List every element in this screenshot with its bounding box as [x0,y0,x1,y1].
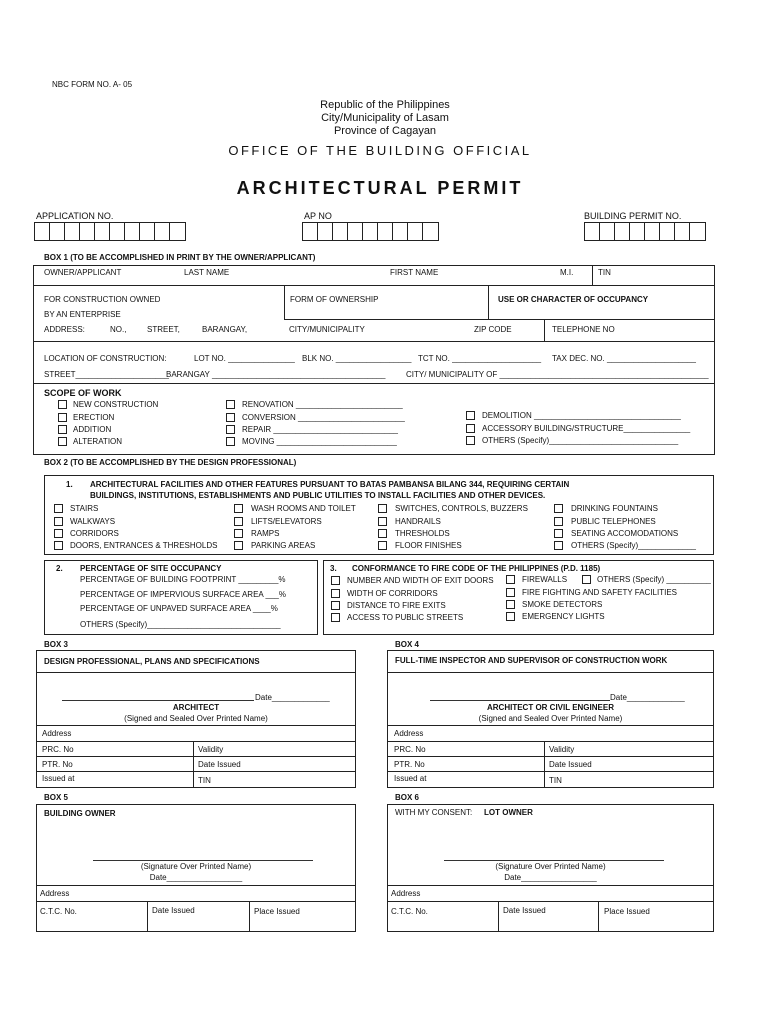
box4-tin[interactable]: TIN [549,776,562,785]
box6-ctc[interactable]: C.T.C. No. [391,907,428,916]
section2-number: 2. [56,564,63,573]
box4-issued-at[interactable]: Issued at [394,774,427,783]
facility-switches: SWITCHES, CONTROLS, BUZZERS [395,504,528,513]
addition-checkbox[interactable] [58,425,67,434]
facility-others: OTHERS (Specify)_____________ [571,541,696,550]
smoke-detectors-checkbox[interactable] [506,600,515,609]
width-corridors-checkbox[interactable] [331,589,340,598]
last-name-label: LAST NAME [184,268,230,277]
facility-public-telephones: PUBLIC TELEPHONES [571,517,656,526]
box5-place-issued[interactable]: Place Issued [254,907,300,916]
facility-stairs: STAIRS [70,504,99,513]
construction-owned-label: FOR CONSTRUCTION OWNED [44,295,161,304]
box3-label: BOX 3 [44,640,69,649]
box5-ctc[interactable]: C.T.C. No. [40,907,77,916]
scope-demolition: DEMOLITION _________________________________ [482,411,681,420]
architect-signature-line[interactable] [62,700,254,701]
application-no-label: APPLICATION NO. [36,211,114,221]
scope-renovation: RENOVATION ________________________ [242,400,403,409]
scope-alteration: ALTERATION [73,437,123,446]
firefighting-checkbox[interactable] [506,588,515,597]
box4-role: ARCHITECT OR CIVIL ENGINEER [487,703,614,712]
city-field[interactable]: CITY/ MUNICIPALITY OF _______________________________________________ [406,370,709,379]
accessory-building-checkbox[interactable] [466,424,475,433]
parking-checkbox[interactable] [234,541,243,550]
renovation-checkbox[interactable] [226,400,235,409]
erection-checkbox[interactable] [58,413,67,422]
address-barangay-label: BARANGAY, [202,325,248,334]
scope-addition: ADDITION [73,425,112,434]
section2-title: PERCENTAGE OF SITE OCCUPANCY [80,564,222,573]
box4-ptr[interactable]: PTR. No [394,760,425,769]
box6-signature-note: (Signature Over Printed Name) [495,862,606,871]
box3-address[interactable]: Address [42,729,72,738]
scope-repair: REPAIR ____________________________ [242,425,398,434]
form-ownership-label: FORM OF OWNERSHIP [290,295,379,304]
lot-no-field[interactable]: LOT NO. _______________ [194,354,295,363]
scope-new-construction: NEW CONSTRUCTION [73,400,159,409]
location-label: LOCATION OF CONSTRUCTION: [44,354,167,363]
tin-label: TIN [598,268,611,277]
box4-prc[interactable]: PRC. No [394,745,426,754]
facility-washrooms: WASH ROOMS AND TOILET [251,504,356,513]
unpaved-surface-field[interactable]: PERCENTAGE OF UNPAVED SURFACE AREA ____% [80,604,278,613]
conversion-checkbox[interactable] [226,413,235,422]
box6-label: BOX 6 [395,793,420,802]
distance-fire-exits-checkbox[interactable] [331,601,340,610]
box4-label: BOX 4 [395,640,420,649]
telephone-label: TELEPHONE NO [552,325,615,334]
alteration-checkbox[interactable] [58,437,67,446]
box3-validity[interactable]: Validity [198,745,224,754]
fire-width-corridors: WIDTH OF CORRIDORS [347,589,438,598]
box5-signature-note: (Signature Over Printed Name) [140,862,252,871]
scope-title: SCOPE OF WORK [44,388,122,398]
scope-erection: ERECTION [73,413,115,422]
box3-signed-note: (Signed and Sealed Over Printed Name) [124,714,268,723]
lifts-checkbox[interactable] [234,517,243,526]
section1-number: 1. [66,480,73,489]
ap-no-field[interactable] [302,222,439,241]
fire-others-checkbox[interactable] [582,575,591,584]
owner-signature-line[interactable] [93,860,313,861]
impervious-surface-field[interactable]: PERCENTAGE OF IMPERVIOUS SURFACE AREA ___% [80,590,286,599]
tct-no-field[interactable]: TCT NO. ____________________ [418,354,542,363]
occupancy-others-field[interactable]: OTHERS (Specify)______________________________ [80,620,281,629]
fire-exit-doors: NUMBER AND WIDTH OF EXIT DOORS [347,576,494,585]
box1-heading: BOX 1 (TO BE ACCOMPLISHED IN PRINT BY THE OWNER/APPLICANT) [44,253,316,262]
repair-checkbox[interactable] [226,425,235,434]
box3-prc[interactable]: PRC. No [42,745,74,754]
thresholds-checkbox[interactable] [378,529,387,538]
office-title: OFFICE OF THE BUILDING OFFICIAL [228,143,532,158]
fire-access-streets: ACCESS TO PUBLIC STREETS [347,613,464,622]
facility-lifts: LIFTS/ELEVATORS [251,517,322,526]
fire-firefighting: FIRE FIGHTING AND SAFETY FACILITIES [522,588,677,597]
switches-checkbox[interactable] [378,504,387,513]
box3-date-issued[interactable]: Date Issued [198,760,241,769]
washrooms-checkbox[interactable] [234,504,243,513]
seating-checkbox[interactable] [554,529,563,538]
new-construction-checkbox[interactable] [58,400,67,409]
box6-consent: WITH MY CONSENT: [395,808,473,817]
page-title: ARCHITECTURAL PERMIT [236,178,524,198]
section3-title: CONFORMANCE TO FIRE CODE OF THE PHILIPPINES (P.D. 1185) [352,564,601,573]
box4-title: FULL-TIME INSPECTOR AND SUPERVISOR OF CONSTRUCTION WORK [395,656,668,665]
form-number: NBC FORM NO. A- 05 [52,80,133,89]
blk-no-field[interactable]: BLK NO. _________________ [302,354,412,363]
stairs-checkbox[interactable] [54,504,63,513]
zip-code-label: ZIP CODE [474,325,512,334]
inspector-signature-line[interactable] [430,700,610,701]
application-no-field[interactable] [34,222,186,241]
box5-title: BUILDING OWNER [44,809,116,818]
section1-line2: BUILDINGS, INSTITUTIONS, ESTABLISHMENTS AND PUBLIC UTILITIES TO INSTALL FACILITIES AND OTHER DEVICES. [90,491,546,500]
box2-heading: BOX 2 (TO BE ACCOMPLISHED BY THE DESIGN PROFESSIONAL) [44,458,297,467]
scope-accessory-building: ACCESSORY BUILDING/STRUCTURE_______________ [482,424,691,433]
use-occupancy-label: USE OR CHARACTER OF OCCUPANCY [498,295,649,304]
floor-finishes-checkbox[interactable] [378,541,387,550]
handrails-checkbox[interactable] [378,517,387,526]
box6-date-field[interactable]: Date_________________ [504,873,597,882]
box3-title: DESIGN PROFESSIONAL, PLANS AND SPECIFICATIONS [44,657,260,666]
firewalls-checkbox[interactable] [506,575,515,584]
corridors-checkbox[interactable] [54,529,63,538]
address-no-label: NO., [110,325,127,334]
fire-smoke-detectors: SMOKE DETECTORS [522,600,603,609]
building-footprint-field[interactable]: PERCENTAGE OF BUILDING FOOTPRINT _________% [80,575,286,584]
section1-line1: ARCHITECTURAL FACILITIES AND OTHER FEATURES PURSUANT TO BATAS PAMBANSA BILANG 344, REQUIRING CERTAIN [90,480,570,489]
demolition-checkbox[interactable] [466,411,475,420]
public-telephones-checkbox[interactable] [554,517,563,526]
exit-doors-checkbox[interactable] [331,576,340,585]
facility-drinking-fountains: DRINKING FOUNTAINS [571,504,658,513]
box6-address[interactable]: Address [391,889,421,898]
facility-parking: PARKING AREAS [251,541,316,550]
drinking-fountains-checkbox[interactable] [554,504,563,513]
facility-walkways: WALKWAYS [70,517,116,526]
ap-no-label: AP NO [304,211,332,221]
box3-ptr[interactable]: PTR. No [42,760,73,769]
section3-number: 3. [330,564,337,573]
province-line: Province of Cagayan [333,125,437,137]
republic-line: Republic of the Philippines [320,99,450,111]
ramps-checkbox[interactable] [234,529,243,538]
facility-floor-finishes: FLOOR FINISHES [395,541,462,550]
box3-role: ARCHITECT [172,703,220,712]
access-streets-checkbox[interactable] [331,613,340,622]
box5-date-field[interactable]: Date_________________ [149,873,243,882]
box3-issued-at[interactable]: Issued at [42,774,75,783]
building-permit-no-label: BUILDING PERMIT NO. [584,211,682,221]
facility-doors: DOORS, ENTRANCES & THRESHOLDS [70,541,218,550]
emergency-lights-checkbox[interactable] [506,612,515,621]
fire-firewalls: FIREWALLS [522,575,568,584]
box4-validity[interactable]: Validity [549,745,575,754]
box6-lot-owner: LOT OWNER [484,808,533,817]
fire-others: OTHERS (Specify) __________ [597,575,711,584]
box5-address[interactable]: Address [40,889,70,898]
tax-dec-field[interactable]: TAX DEC. NO. ____________________ [552,354,696,363]
facility-handrails: HANDRAILS [395,517,441,526]
box6-date-issued[interactable]: Date Issued [503,906,546,915]
fire-distance-exits: DISTANCE TO FIRE EXITS [347,601,446,610]
fire-emergency-lights: EMERGENCY LIGHTS [522,612,605,621]
moving-checkbox[interactable] [226,437,235,446]
box3-date-field[interactable]: Date_____________ [255,693,330,702]
box4-signed-note: (Signed and Sealed Over Printed Name) [478,714,623,723]
building-permit-no-field[interactable] [584,222,706,241]
scope-conversion: CONVERSION ________________________ [242,413,405,422]
barangay-field[interactable]: BARANGAY _______________________________________ [166,370,386,379]
facility-thresholds: THRESHOLDS [395,529,450,538]
first-name-label: FIRST NAME [390,268,439,277]
mi-label: M.I. [560,268,574,277]
facility-corridors: CORRIDORS [70,529,119,538]
street-field[interactable]: STREET_____________________ [44,370,169,379]
box6-place-issued[interactable]: Place Issued [604,907,650,916]
box4-date-field[interactable]: Date_____________ [610,693,685,702]
others-checkbox[interactable] [466,436,475,445]
enterprise-label: BY AN ENTERPRISE [44,310,121,319]
box4-date-issued[interactable]: Date Issued [549,760,592,769]
box5-date-issued[interactable]: Date Issued [152,906,195,915]
facility-others-checkbox[interactable] [554,541,563,550]
box5-label: BOX 5 [44,793,69,802]
doors-checkbox[interactable] [54,541,63,550]
owner-label: OWNER/APPLICANT [44,268,122,277]
box3-tin[interactable]: TIN [198,776,211,785]
box4-address[interactable]: Address [394,729,424,738]
walkways-checkbox[interactable] [54,517,63,526]
address-street-label: STREET, [147,325,180,334]
scope-others: OTHERS (Specify)_____________________________ [482,436,679,445]
facility-seating: SEATING ACCOMODATIONS [571,529,679,538]
address-label: ADDRESS: [44,325,85,334]
scope-moving: MOVING ___________________________ [242,437,397,446]
lot-owner-signature-line[interactable] [444,860,664,861]
city-line: City/Municipality of Lasam [321,112,449,124]
facility-ramps: RAMPS [251,529,280,538]
address-city-label: CITY/MUNICIPALITY [289,325,365,334]
